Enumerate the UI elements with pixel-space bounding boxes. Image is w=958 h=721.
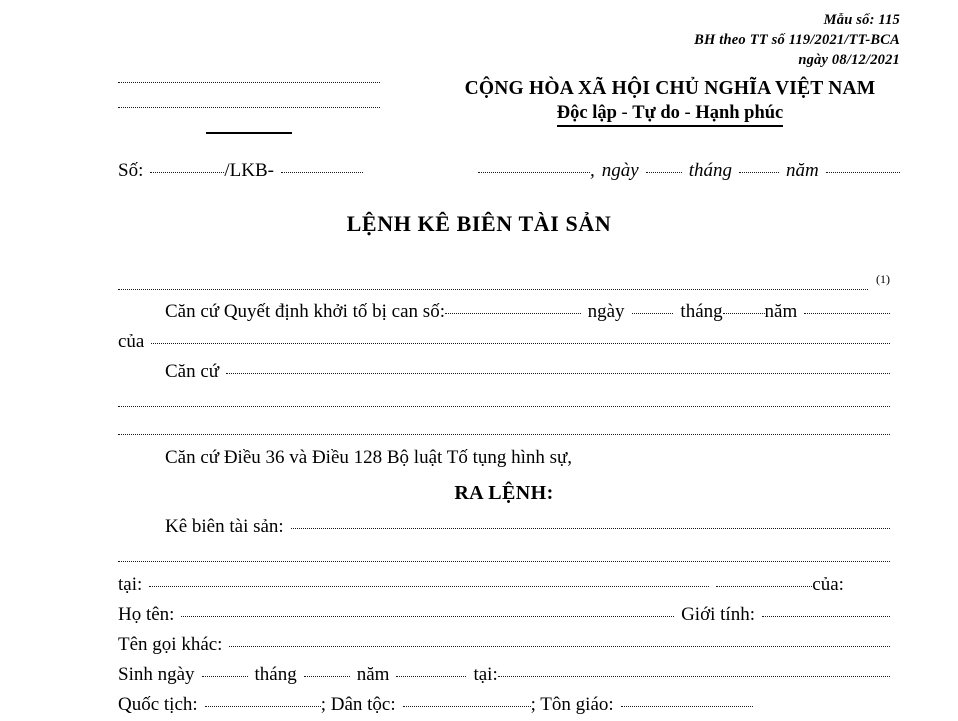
form-model-number: Mẫu số: 115 <box>823 12 900 28</box>
birth-month-label: tháng <box>254 664 297 685</box>
seize-assets-field[interactable] <box>291 528 890 529</box>
document-number-row <box>118 160 363 182</box>
gender-field[interactable] <box>762 616 890 617</box>
decision-issuer-label: của <box>118 331 145 352</box>
document-number-extra-field[interactable] <box>281 172 363 173</box>
seize-assets-label: Kê biên tài sản: <box>165 516 284 537</box>
decision-day-label: ngày <box>587 301 625 322</box>
legal-basis-field[interactable] <box>226 373 890 374</box>
legal-basis-label: Căn cứ <box>165 361 220 382</box>
decision-basis-label: Căn cứ Quyết định khởi tố bị can số: <box>165 301 445 322</box>
legal-basis-continuation-field-2[interactable] <box>118 434 890 435</box>
legal-basis-continuation-row-1 <box>118 388 890 416</box>
motto-separator-1: - <box>616 103 633 123</box>
seize-assets-row <box>118 513 890 541</box>
issuing-agency-block <box>118 82 380 134</box>
national-motto <box>557 103 784 127</box>
date-day-field[interactable] <box>646 172 682 173</box>
decision-month-field[interactable] <box>723 313 765 314</box>
document-title: LỆNH KÊ BIÊN TÀI SẢN <box>346 211 612 236</box>
decision-issuer-field[interactable] <box>151 343 890 344</box>
birth-year-label: năm <box>356 664 390 685</box>
nationality-field[interactable] <box>205 706 321 707</box>
decision-year-label: năm <box>764 301 798 322</box>
document-number-suffix: /LKB- <box>224 160 274 181</box>
legal-basis-continuation-field-1[interactable] <box>118 406 890 407</box>
birth-row <box>118 661 890 689</box>
legal-basis-continuation-row-2 <box>118 416 890 444</box>
full-name-row <box>118 601 890 629</box>
agency-full-field[interactable] <box>118 289 868 290</box>
full-name-field[interactable] <box>181 616 674 617</box>
nationality-label: Quốc tịch: <box>118 694 198 715</box>
decision-month-label: tháng <box>680 301 723 322</box>
date-day-label: ngày <box>601 160 639 181</box>
decision-basis-row <box>118 298 890 326</box>
document-body <box>118 272 890 721</box>
legal-basis-row <box>118 358 890 386</box>
birth-day-label: Sinh ngày <box>118 664 195 685</box>
document-number-label: Số: <box>118 160 144 181</box>
gender-label: Giới tính: <box>681 604 755 625</box>
ethnicity-label: ; Dân tộc: <box>320 694 396 715</box>
ethnicity-field[interactable] <box>403 706 531 707</box>
place-field[interactable] <box>478 172 590 173</box>
date-year-label: năm <box>785 160 819 181</box>
birth-day-field[interactable] <box>202 676 248 677</box>
birth-year-field[interactable] <box>396 676 466 677</box>
motto-happiness: Hạnh phúc <box>695 103 784 123</box>
form-reference-block <box>694 10 900 70</box>
decision-day-field[interactable] <box>632 313 674 314</box>
religion-label: ; Tôn giáo: <box>530 694 614 715</box>
seize-assets-continuation-row <box>118 543 890 571</box>
location-row <box>118 571 890 599</box>
date-comma: , <box>590 160 595 181</box>
place-date-row <box>478 160 900 182</box>
decision-year-field[interactable] <box>804 313 890 314</box>
birth-place-label: tại: <box>473 664 498 685</box>
alias-field[interactable] <box>229 646 890 647</box>
footnote-marker-1: (1) <box>876 272 890 286</box>
date-year-field[interactable] <box>826 172 900 173</box>
national-heading-block <box>430 78 910 127</box>
seize-assets-continuation-field[interactable] <box>118 561 890 562</box>
decision-issuer-row <box>118 328 890 356</box>
religion-field[interactable] <box>621 706 753 707</box>
decision-number-field[interactable] <box>445 313 581 314</box>
order-heading: RA LỆNH: <box>454 482 554 504</box>
alias-label: Tên gọi khác: <box>118 634 223 655</box>
location-field[interactable] <box>149 586 709 587</box>
birth-place-field[interactable] <box>498 676 890 677</box>
location-owner-label: của: <box>812 574 844 595</box>
location-label: tại: <box>118 574 143 595</box>
statute-basis-text: Căn cứ Điều 36 và Điều 128 Bộ luật Tố tụng hình sự, <box>165 447 573 468</box>
statute-basis-row <box>118 444 890 472</box>
document-number-field[interactable] <box>150 172 224 173</box>
agency-underline-rule <box>206 132 292 134</box>
date-month-field[interactable] <box>739 172 779 173</box>
national-title: CỘNG HÒA XÃ HỘI CHỦ NGHĨA VIỆT NAM <box>464 78 876 99</box>
location-owner-field[interactable] <box>716 586 812 587</box>
birth-month-field[interactable] <box>304 676 350 677</box>
form-circular-reference: BH theo TT số 119/2021/TT-BCA <box>694 32 900 48</box>
form-issue-date: ngày 08/12/2021 <box>798 52 900 68</box>
motto-freedom: Tự do <box>632 103 680 123</box>
motto-independence: Độc lập <box>556 103 617 123</box>
alias-row <box>118 631 890 659</box>
agency-line-2 <box>118 107 380 108</box>
motto-separator-2: - <box>679 103 696 123</box>
agency-line-1 <box>118 82 380 83</box>
date-month-label: tháng <box>688 160 732 181</box>
agency-full-line-row <box>118 272 890 298</box>
full-name-label: Họ tên: <box>118 604 175 625</box>
